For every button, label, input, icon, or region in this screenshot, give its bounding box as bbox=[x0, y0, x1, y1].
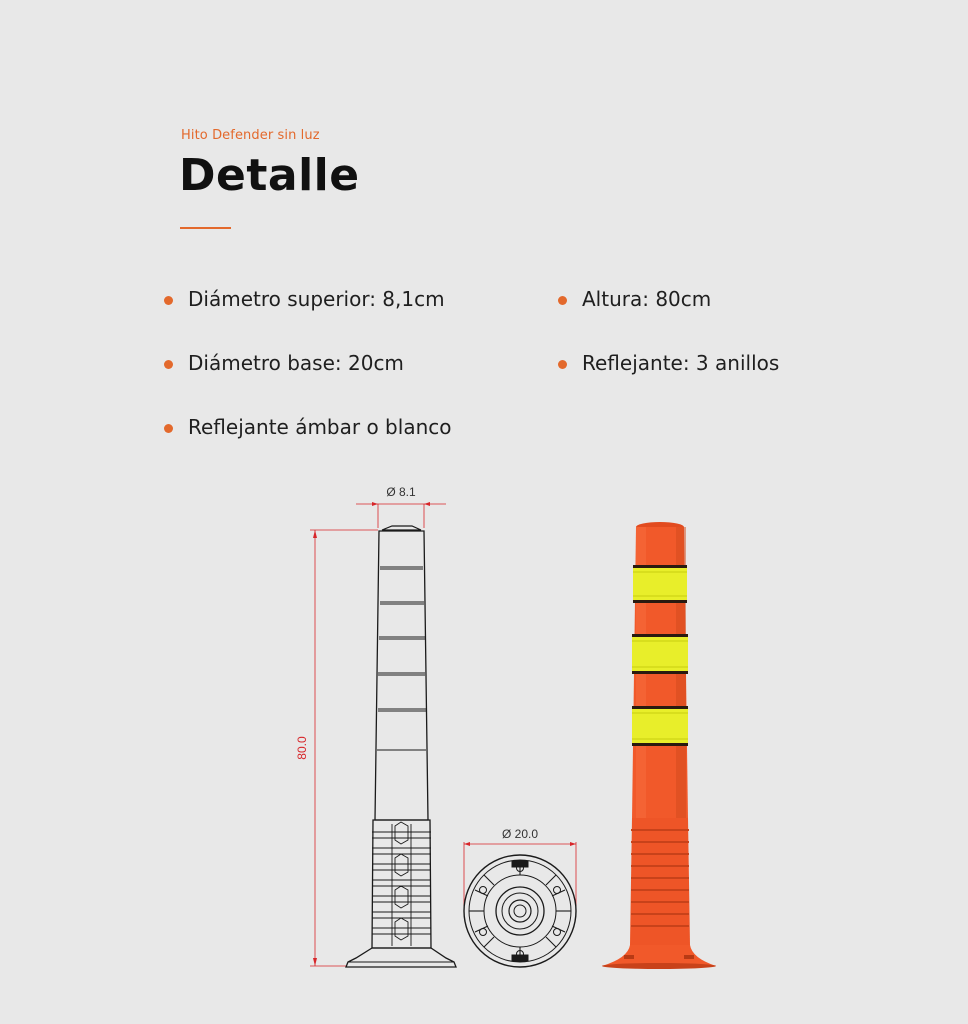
spec-item-base-diameter bbox=[188, 351, 404, 375]
bullet-dot-icon bbox=[164, 296, 173, 305]
bullet-dot-icon bbox=[558, 296, 567, 305]
reflective-band bbox=[632, 706, 688, 746]
spec-item-reflective-rings bbox=[582, 351, 779, 375]
top-diameter-label: Ø 8.1 bbox=[386, 485, 416, 499]
reflective-band bbox=[632, 634, 688, 674]
title-underline bbox=[180, 227, 231, 229]
reflective-band bbox=[633, 565, 687, 603]
technical-base-plan bbox=[464, 842, 576, 967]
bullet-dot-icon bbox=[164, 424, 173, 433]
base-diameter-label: Ø 20.0 bbox=[501, 827, 539, 841]
bullet-dot-icon bbox=[164, 360, 173, 369]
spec-item-reflective-color bbox=[188, 415, 451, 439]
spec-label: Diámetro superior: 8,1cm bbox=[188, 287, 445, 311]
spec-item-height bbox=[582, 287, 711, 311]
bullet-dot-icon bbox=[558, 360, 567, 369]
technical-side-drawing bbox=[310, 502, 456, 967]
spec-item-top-diameter bbox=[188, 287, 445, 311]
spec-label: Diámetro base: 20cm bbox=[188, 351, 404, 375]
spec-label: Altura: 80cm bbox=[582, 287, 712, 311]
spec-label: Reflejante ámbar o blanco bbox=[188, 415, 452, 439]
page-title: Detalle bbox=[179, 150, 360, 201]
product-figure bbox=[0, 470, 968, 1000]
spec-label: Reflejante: 3 anillos bbox=[582, 351, 780, 375]
product-render bbox=[602, 522, 716, 969]
height-label: 80.0 bbox=[295, 736, 309, 760]
product-subtitle: Hito Defender sin luz bbox=[181, 128, 320, 143]
